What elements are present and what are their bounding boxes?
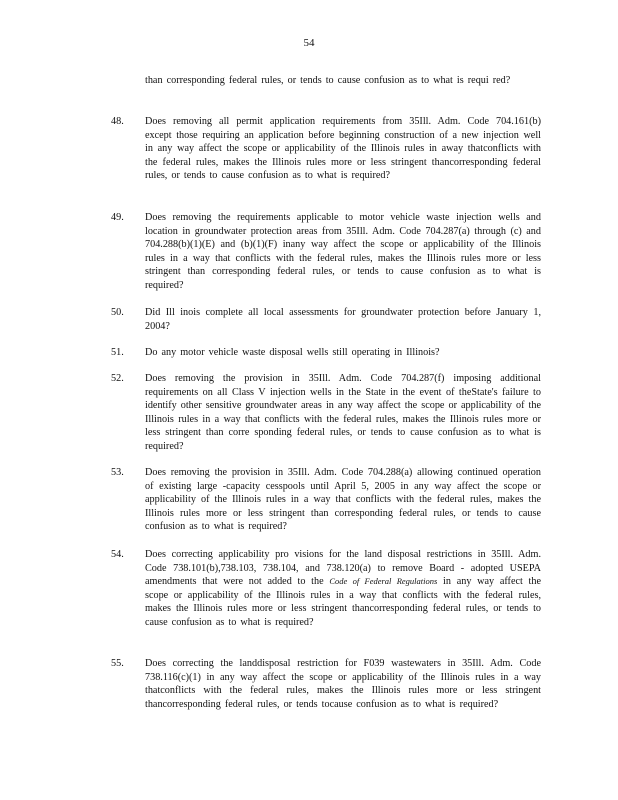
question-text — [145, 657, 541, 711]
question-text-part: Does correcting the landdisposal restriction for F039 wastewaters in 35Ill. Adm. Code 738.116(c)(1) in any way affect the scope or applicability of the Illinois rules in a way thatconflicts with the federal rules, makes the Illinois rules more or less stringent thancorresponding federal rules, or tends tocause confusion as to what is required? — [145, 658, 541, 710]
question-text-part: Do any motor vehicle waste disposal wells still operating in Illinois? — [145, 347, 440, 358]
question-text-part: Did Ill inois complete all local assessments for groundwater protection before January 1, 2004? — [145, 307, 541, 332]
question-text — [145, 466, 541, 534]
citation-italic: Code of Federal Regulations — [329, 576, 438, 587]
question-text-part: in any way affect the scope or applicability of the Illinois rules in a way that conflicts with the federal rules, makes the Illinois rules more or less stringent thancorresponding federal rules, or tends to cause confusion as to what is required? — [145, 576, 541, 628]
question-number: 50. — [111, 307, 124, 318]
question-text — [145, 115, 541, 183]
question-text — [145, 548, 541, 630]
question-text — [145, 372, 541, 454]
question-number: 55. — [111, 658, 124, 669]
page-number: 54 — [303, 37, 315, 49]
question-number: 54. — [111, 549, 124, 560]
question-text — [145, 346, 541, 360]
question-text — [145, 306, 541, 333]
continuation-paragraph: than corresponding federal rules, or tends to cause confusion as to what is requi red? — [145, 75, 511, 86]
question-number: 48. — [111, 116, 124, 127]
question-number: 51. — [111, 347, 124, 358]
question-text — [145, 211, 541, 293]
question-text-part: Does correcting applicability pro visions for the land disposal restrictions in 35Ill. Adm. Code 738.101(b),738.103, 738.104, and 738.120(a) to remove Board - adopted USEPA amendments that were not added to the — [145, 549, 541, 588]
question-text-part: Does removing the provision in 35Ill. Adm. Code 704.288(a) allowing continued operation of existing large -capacity cesspools until April 5, 2005 in any way affect the scope or applicability of the Illinois rules in a way that conflicts with the federal rules, makes the Illinois rules more or less stringent than corresponding federal rules, or tends to cause confusion as to what is required? — [145, 467, 541, 533]
question-text-part: Does removing all permit application requirements from 35Ill. Adm. Code 704.161(b) except those requiring an application before beginning construction of a new injection well in any way affect the scope or applicability of the Illinois rules in away thatconflicts with the federal rules, makes the Illinois rules more or less stringent thancorresponding federal rules, or tends to cause confusion as to what is required? — [145, 116, 541, 182]
question-number: 53. — [111, 467, 124, 478]
question-text-part: Does removing the provision in 35Ill. Adm. Code 704.287(f) imposing additional requirements on all Class V injection wells in the State in the event of theState's failure to identify other sensitive groundwater areas in any way affect the scope or applicability of the Illinois rules in a way that conflicts with the federal rules, makes the Illinois rules more or less stringent than corre sponding federal rules, or tends to cause confusion as to what is required? — [145, 373, 541, 452]
question-text-part: Does removing the requirements applicable to motor vehicle waste injection wells and location in groundwater protection areas from 35Ill. Adm. Code 704.287(a) through (c) and 704.288(b)(1)(E) and (b)(1)(F) inany way affect the scope or applicability of the Illinois rules in a way that conflicts with the federal rules, makes the Illinois rules more or less stringent than corresponding federal rules, or tends to cause confusion as to what is required? — [145, 212, 541, 291]
question-number: 52. — [111, 373, 124, 384]
question-number: 49. — [111, 212, 124, 223]
